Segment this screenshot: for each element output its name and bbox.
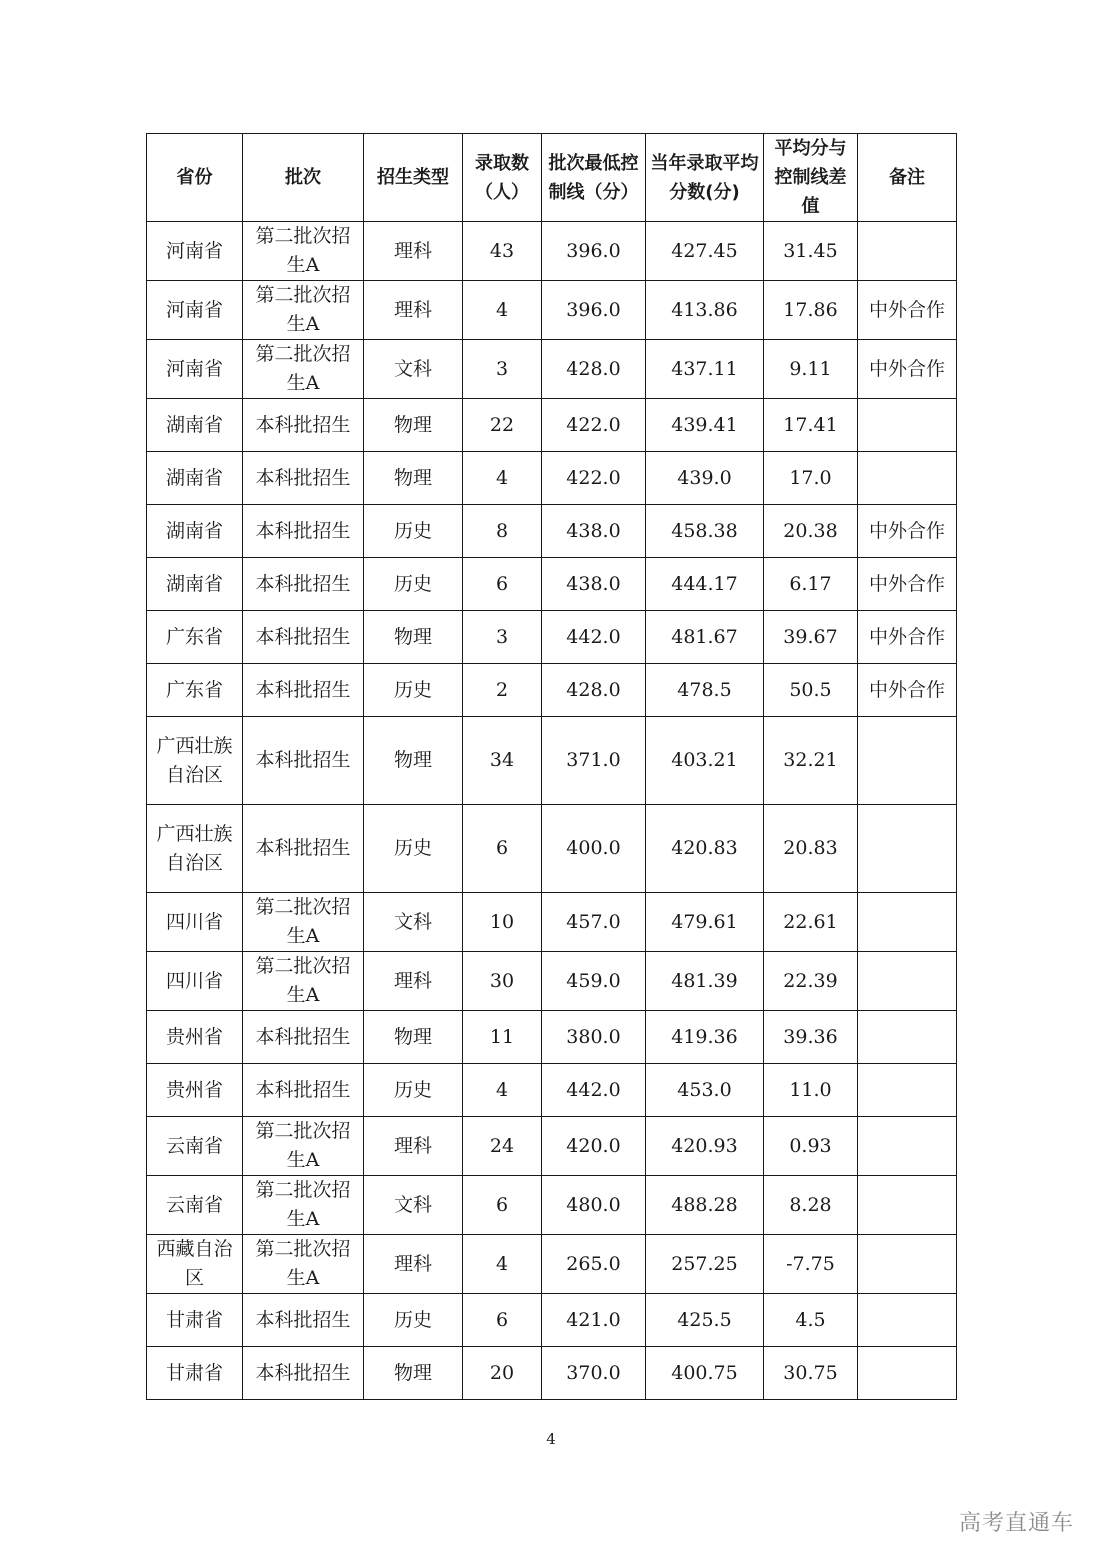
cell-admission-type: 文科 bbox=[364, 340, 463, 399]
cell-avg-score: 444.17 bbox=[646, 558, 764, 611]
cell-remarks bbox=[858, 1294, 957, 1347]
cell-score-diff: 20.83 bbox=[764, 805, 858, 893]
cell-remarks bbox=[858, 805, 957, 893]
cell-avg-score: 481.39 bbox=[646, 952, 764, 1011]
cell-province: 湖南省 bbox=[147, 399, 243, 452]
cell-score-diff: 20.38 bbox=[764, 505, 858, 558]
table-row bbox=[147, 505, 957, 558]
cell-batch-min-line: 400.0 bbox=[542, 805, 646, 893]
table-row bbox=[147, 399, 957, 452]
cell-province: 河南省 bbox=[147, 222, 243, 281]
table-row bbox=[147, 1117, 957, 1176]
cell-admitted-count: 6 bbox=[463, 805, 542, 893]
cell-score-diff: 30.75 bbox=[764, 1347, 858, 1400]
table-row bbox=[147, 611, 957, 664]
cell-province: 河南省 bbox=[147, 281, 243, 340]
cell-admitted-count: 43 bbox=[463, 222, 542, 281]
header-batch: 批次 bbox=[243, 134, 364, 222]
cell-score-diff: 31.45 bbox=[764, 222, 858, 281]
cell-batch: 第二批次招生A bbox=[243, 1117, 364, 1176]
cell-province: 四川省 bbox=[147, 952, 243, 1011]
cell-batch: 第二批次招生A bbox=[243, 952, 364, 1011]
cell-remarks bbox=[858, 893, 957, 952]
cell-remarks: 中外合作 bbox=[858, 340, 957, 399]
cell-remarks: 中外合作 bbox=[858, 505, 957, 558]
cell-avg-score: 419.36 bbox=[646, 1011, 764, 1064]
cell-admission-type: 历史 bbox=[364, 558, 463, 611]
cell-batch: 本科批招生 bbox=[243, 805, 364, 893]
header-score-diff: 平均分与控制线差值 bbox=[764, 134, 858, 222]
header-avg-score: 当年录取平均分数(分) bbox=[646, 134, 764, 222]
cell-score-diff: -7.75 bbox=[764, 1235, 858, 1294]
cell-score-diff: 39.67 bbox=[764, 611, 858, 664]
cell-batch: 第二批次招生A bbox=[243, 340, 364, 399]
cell-batch-min-line: 420.0 bbox=[542, 1117, 646, 1176]
cell-score-diff: 22.39 bbox=[764, 952, 858, 1011]
cell-batch: 本科批招生 bbox=[243, 452, 364, 505]
cell-admitted-count: 11 bbox=[463, 1011, 542, 1064]
cell-province: 云南省 bbox=[147, 1117, 243, 1176]
cell-admitted-count: 6 bbox=[463, 1294, 542, 1347]
cell-admission-type: 物理 bbox=[364, 717, 463, 805]
cell-remarks: 中外合作 bbox=[858, 558, 957, 611]
cell-avg-score: 437.11 bbox=[646, 340, 764, 399]
cell-batch: 本科批招生 bbox=[243, 558, 364, 611]
cell-province: 湖南省 bbox=[147, 505, 243, 558]
cell-remarks: 中外合作 bbox=[858, 664, 957, 717]
cell-remarks bbox=[858, 1176, 957, 1235]
table-row bbox=[147, 1176, 957, 1235]
cell-remarks bbox=[858, 1117, 957, 1176]
cell-avg-score: 257.25 bbox=[646, 1235, 764, 1294]
cell-avg-score: 413.86 bbox=[646, 281, 764, 340]
cell-batch: 本科批招生 bbox=[243, 505, 364, 558]
cell-admission-type: 物理 bbox=[364, 452, 463, 505]
cell-score-diff: 22.61 bbox=[764, 893, 858, 952]
cell-batch: 本科批招生 bbox=[243, 1064, 364, 1117]
table-row bbox=[147, 952, 957, 1011]
cell-batch: 本科批招生 bbox=[243, 399, 364, 452]
cell-batch-min-line: 438.0 bbox=[542, 505, 646, 558]
cell-avg-score: 478.5 bbox=[646, 664, 764, 717]
cell-admission-type: 历史 bbox=[364, 1294, 463, 1347]
cell-batch-min-line: 480.0 bbox=[542, 1176, 646, 1235]
cell-batch-min-line: 265.0 bbox=[542, 1235, 646, 1294]
cell-admission-type: 历史 bbox=[364, 1064, 463, 1117]
cell-score-diff: 39.36 bbox=[764, 1011, 858, 1064]
header-remarks: 备注 bbox=[858, 134, 957, 222]
cell-avg-score: 425.5 bbox=[646, 1294, 764, 1347]
cell-batch: 本科批招生 bbox=[243, 1347, 364, 1400]
cell-admitted-count: 6 bbox=[463, 558, 542, 611]
cell-score-diff: 0.93 bbox=[764, 1117, 858, 1176]
cell-admission-type: 物理 bbox=[364, 399, 463, 452]
cell-avg-score: 400.75 bbox=[646, 1347, 764, 1400]
cell-score-diff: 11.0 bbox=[764, 1064, 858, 1117]
cell-score-diff: 4.5 bbox=[764, 1294, 858, 1347]
cell-remarks: 中外合作 bbox=[858, 281, 957, 340]
cell-admission-type: 历史 bbox=[364, 805, 463, 893]
table-row bbox=[147, 1235, 957, 1294]
cell-province: 广西壮族自治区 bbox=[147, 805, 243, 893]
cell-batch-min-line: 457.0 bbox=[542, 893, 646, 952]
cell-admission-type: 物理 bbox=[364, 1011, 463, 1064]
cell-remarks bbox=[858, 399, 957, 452]
table-row bbox=[147, 340, 957, 399]
cell-avg-score: 453.0 bbox=[646, 1064, 764, 1117]
table-row bbox=[147, 1294, 957, 1347]
table-header-row bbox=[147, 134, 957, 222]
cell-batch-min-line: 396.0 bbox=[542, 222, 646, 281]
cell-province: 甘肃省 bbox=[147, 1347, 243, 1400]
cell-avg-score: 439.41 bbox=[646, 399, 764, 452]
table-row bbox=[147, 452, 957, 505]
table-row bbox=[147, 1011, 957, 1064]
page-number: 4 bbox=[546, 1430, 556, 1448]
cell-admitted-count: 8 bbox=[463, 505, 542, 558]
cell-remarks bbox=[858, 717, 957, 805]
cell-batch-min-line: 396.0 bbox=[542, 281, 646, 340]
cell-admitted-count: 4 bbox=[463, 1235, 542, 1294]
cell-province: 贵州省 bbox=[147, 1011, 243, 1064]
cell-remarks bbox=[858, 452, 957, 505]
table-row bbox=[147, 664, 957, 717]
cell-admission-type: 理科 bbox=[364, 222, 463, 281]
cell-admitted-count: 4 bbox=[463, 281, 542, 340]
cell-remarks bbox=[858, 1011, 957, 1064]
cell-avg-score: 439.0 bbox=[646, 452, 764, 505]
cell-province: 四川省 bbox=[147, 893, 243, 952]
cell-admitted-count: 6 bbox=[463, 1176, 542, 1235]
cell-remarks bbox=[858, 1064, 957, 1117]
cell-admitted-count: 4 bbox=[463, 452, 542, 505]
cell-province: 湖南省 bbox=[147, 452, 243, 505]
cell-score-diff: 6.17 bbox=[764, 558, 858, 611]
cell-admission-type: 物理 bbox=[364, 1347, 463, 1400]
cell-province: 贵州省 bbox=[147, 1064, 243, 1117]
cell-admission-type: 历史 bbox=[364, 505, 463, 558]
cell-avg-score: 420.83 bbox=[646, 805, 764, 893]
table-row bbox=[147, 1064, 957, 1117]
cell-admitted-count: 24 bbox=[463, 1117, 542, 1176]
table-row bbox=[147, 281, 957, 340]
cell-avg-score: 403.21 bbox=[646, 717, 764, 805]
cell-admitted-count: 2 bbox=[463, 664, 542, 717]
cell-batch: 本科批招生 bbox=[243, 1011, 364, 1064]
cell-batch-min-line: 421.0 bbox=[542, 1294, 646, 1347]
cell-batch: 第二批次招生A bbox=[243, 893, 364, 952]
cell-batch: 本科批招生 bbox=[243, 717, 364, 805]
cell-batch-min-line: 370.0 bbox=[542, 1347, 646, 1400]
cell-admitted-count: 3 bbox=[463, 611, 542, 664]
table-row bbox=[147, 558, 957, 611]
cell-admission-type: 物理 bbox=[364, 611, 463, 664]
cell-admitted-count: 30 bbox=[463, 952, 542, 1011]
cell-remarks bbox=[858, 222, 957, 281]
cell-batch: 第二批次招生A bbox=[243, 281, 364, 340]
cell-score-diff: 17.41 bbox=[764, 399, 858, 452]
cell-batch-min-line: 422.0 bbox=[542, 452, 646, 505]
cell-admission-type: 历史 bbox=[364, 664, 463, 717]
cell-batch-min-line: 422.0 bbox=[542, 399, 646, 452]
table-row bbox=[147, 805, 957, 893]
cell-avg-score: 481.67 bbox=[646, 611, 764, 664]
cell-admission-type: 文科 bbox=[364, 1176, 463, 1235]
header-admitted-count: 录取数（人） bbox=[463, 134, 542, 222]
cell-admitted-count: 4 bbox=[463, 1064, 542, 1117]
cell-admitted-count: 10 bbox=[463, 893, 542, 952]
cell-province: 湖南省 bbox=[147, 558, 243, 611]
cell-batch: 第二批次招生A bbox=[243, 1235, 364, 1294]
cell-admitted-count: 22 bbox=[463, 399, 542, 452]
cell-score-diff: 50.5 bbox=[764, 664, 858, 717]
cell-admitted-count: 20 bbox=[463, 1347, 542, 1400]
cell-admitted-count: 34 bbox=[463, 717, 542, 805]
cell-batch-min-line: 371.0 bbox=[542, 717, 646, 805]
cell-score-diff: 9.11 bbox=[764, 340, 858, 399]
cell-remarks bbox=[858, 952, 957, 1011]
header-admission-type: 招生类型 bbox=[364, 134, 463, 222]
cell-batch-min-line: 459.0 bbox=[542, 952, 646, 1011]
cell-avg-score: 488.28 bbox=[646, 1176, 764, 1235]
cell-admission-type: 理科 bbox=[364, 1235, 463, 1294]
header-province: 省份 bbox=[147, 134, 243, 222]
cell-score-diff: 8.28 bbox=[764, 1176, 858, 1235]
cell-score-diff: 17.0 bbox=[764, 452, 858, 505]
cell-batch-min-line: 438.0 bbox=[542, 558, 646, 611]
cell-province: 广东省 bbox=[147, 664, 243, 717]
cell-batch-min-line: 428.0 bbox=[542, 340, 646, 399]
cell-avg-score: 427.45 bbox=[646, 222, 764, 281]
cell-avg-score: 420.93 bbox=[646, 1117, 764, 1176]
header-batch-min-line: 批次最低控制线（分） bbox=[542, 134, 646, 222]
cell-province: 甘肃省 bbox=[147, 1294, 243, 1347]
cell-batch-min-line: 442.0 bbox=[542, 611, 646, 664]
cell-batch: 本科批招生 bbox=[243, 1294, 364, 1347]
admissions-table bbox=[146, 133, 957, 1400]
table-row bbox=[147, 893, 957, 952]
cell-avg-score: 458.38 bbox=[646, 505, 764, 558]
cell-batch-min-line: 442.0 bbox=[542, 1064, 646, 1117]
cell-province: 广西壮族自治区 bbox=[147, 717, 243, 805]
cell-province: 西藏自治区 bbox=[147, 1235, 243, 1294]
cell-remarks bbox=[858, 1347, 957, 1400]
cell-batch: 本科批招生 bbox=[243, 664, 364, 717]
cell-batch: 第二批次招生A bbox=[243, 222, 364, 281]
cell-remarks: 中外合作 bbox=[858, 611, 957, 664]
cell-score-diff: 32.21 bbox=[764, 717, 858, 805]
cell-batch: 第二批次招生A bbox=[243, 1176, 364, 1235]
watermark-logo-text: 高考直通车 bbox=[958, 1511, 1074, 1536]
table-row bbox=[147, 717, 957, 805]
table-row bbox=[147, 1347, 957, 1400]
cell-admission-type: 文科 bbox=[364, 893, 463, 952]
cell-admission-type: 理科 bbox=[364, 1117, 463, 1176]
cell-province: 广东省 bbox=[147, 611, 243, 664]
cell-avg-score: 479.61 bbox=[646, 893, 764, 952]
cell-score-diff: 17.86 bbox=[764, 281, 858, 340]
cell-province: 河南省 bbox=[147, 340, 243, 399]
cell-admission-type: 理科 bbox=[364, 952, 463, 1011]
cell-batch-min-line: 380.0 bbox=[542, 1011, 646, 1064]
cell-remarks bbox=[858, 1235, 957, 1294]
cell-admitted-count: 3 bbox=[463, 340, 542, 399]
cell-province: 云南省 bbox=[147, 1176, 243, 1235]
cell-batch: 本科批招生 bbox=[243, 611, 364, 664]
cell-batch-min-line: 428.0 bbox=[542, 664, 646, 717]
cell-admission-type: 理科 bbox=[364, 281, 463, 340]
table-row bbox=[147, 222, 957, 281]
